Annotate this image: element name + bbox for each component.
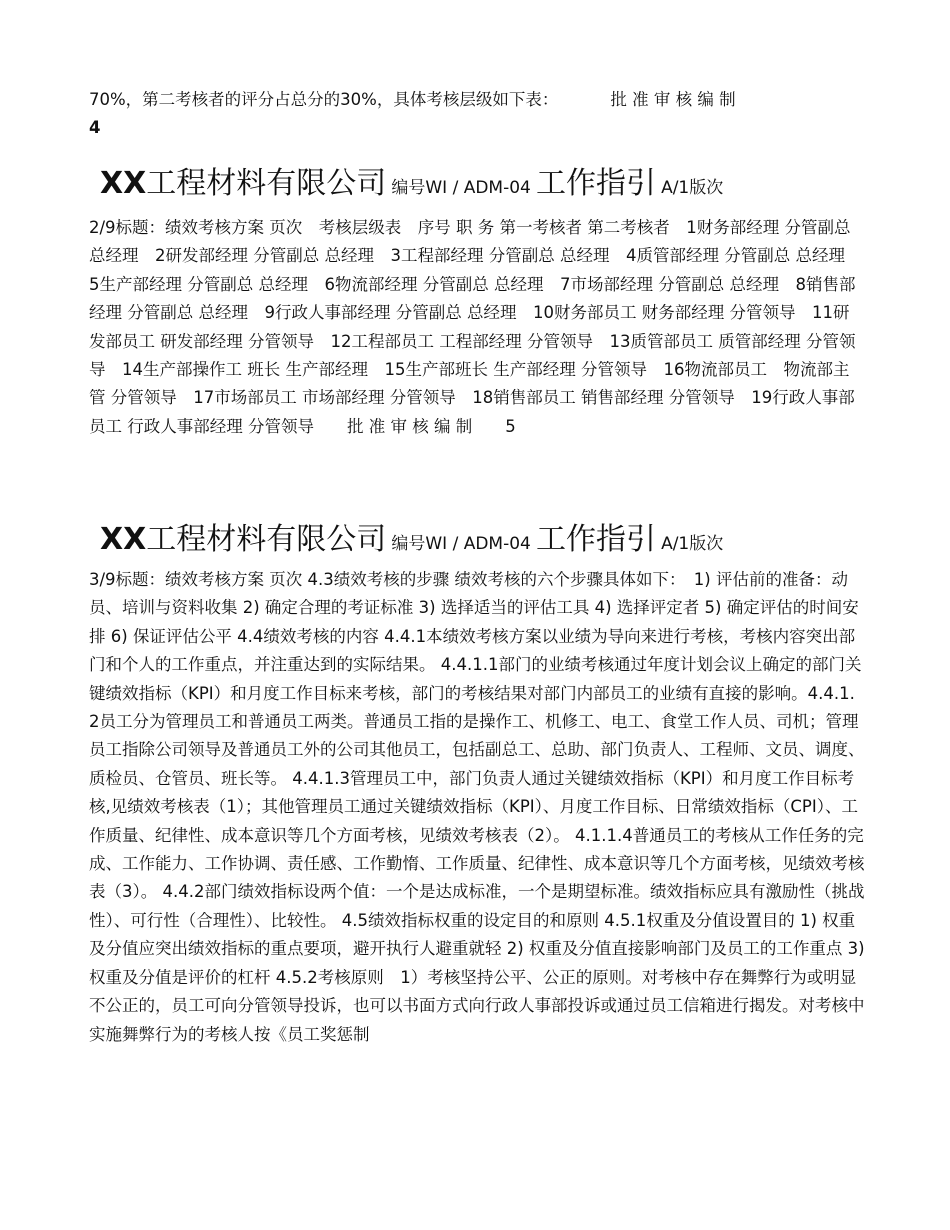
company-name: XX工程材料有限公司 (100, 522, 387, 557)
intro-text: 70%，第二考核者的评分占总分的30%，具体考核层级如下表： (89, 90, 559, 109)
doc-code: 编号WI / ADM-04 (391, 534, 531, 554)
page-header-2 (100, 164, 870, 208)
doc-title: 工作指引 (535, 522, 656, 557)
intro-paragraph (89, 86, 865, 143)
section-3-body: 3/9标题：绩效考核方案 页次 4.3绩效考核的步骤 绩效考核的六个步骤具体如下： 1) 评估前的准备：动员、培训与资料收集 2) 确定合理的考证标准 3) 选择适当的评估工具 4) 选择评定者 5) 确定评估的时间安排 6) 保证评估公平 4.4绩效考核的内容 4.4.1本绩效考核方案以业绩为导向来进行考核，考核内容突出部门和个人的工作重点，并注重达到的实际结果。 4.4.1.1部门的业绩考核通过年度计划会议上确定的部门关键绩效指标（KPI）和月度工作目标来考核，部门的考核结果对部门内部员工的业绩有直接的影响。4.4.1.2员工分为管理员工和普通员工两类。普通员工指的是操作工、机修工、电工、食堂工作人员、司机；管理员工指除公司领导及普通员工外的公司其他员工，包括副总工、总助、部门负责人、工程师、文员、调度、质检员、仓管员、班长等。 4.4.1.3管理员工中，部门负责人通过关键绩效指标（KPI）和月度工作目标考核,见绩效考核表（1）；其他管理员工通过关键绩效指标（KPI）、月度工作目标、日常绩效指标（CPI）、工作质量、纪律性、成本意识等几个方面考核，见绩效考核表（2）。 4.1.1.4普通员工的考核从工作任务的完成、工作能力、工作协调、责任感、工作勤惰、工作质量、纪律性、成本意识等几个方面考核，见绩效考核表（3）。 4.4.2部门绩效指标设两个值：一个是达成标准，一个是期望标准。绩效指标应具有激励性（挑战性）、可行性（合理性）、比较性。 4.5绩效指标权重的设定目的和原则 4.5.1权重及分值设置目的 1) 权重及分值应突出绩效指标的重点要项，避开执行人避重就轻 2) 权重及分值直接影响部门及员工的工作重点 3) 权重及分值是评价的杠杆 4.5.2考核原则 1）考核坚持公平、公正的原则。对考核中存在舞弊行为或明显不公正的，员工可向分管领导投诉，也可以书面方式向行政人事部投诉或通过员工信箱进行揭发。对考核中实施舞弊行为的考核人按《员工奖惩制 (89, 570, 865, 1044)
section-2-body: 2/9标题：绩效考核方案 页次 考核层级表 序号 职 务 第一考核者 第二考核者 1财务部经理 分管副总 总经理 2研发部经理 分管副总 总经理 3工程部经理 分管副总 总经理 4质管部经理 分管副总 总经理 5生产部经理 分管副总 总经理 6物流部经理 分管副总 总经理 7市场部经理 分管副总 总经理 8销售部经理 分管副总 总经理 9行政人事部经理 分管副总 总经理 10财务部员工 财务部经理 分管领导 11研发部员工 研发部经理 分管领导 12工程部员工 工程部经理 分管领导 13质管部员工 质管部经理 分管领导 14生产部操作工 班长 生产部经理 15生产部班长 生产部经理 分管领导 16物流部员工 物流部主管 分管领导 17市场部员工 市场部经理 分管领导 18销售部员工 销售部经理 分管领导 19行政人事部员工 行政人事部经理 分管领导 批 准 审 核 编 制 5 (89, 218, 862, 436)
signoff-text: 批 准 审 核 编 制 (610, 90, 736, 109)
doc-title: 工作指引 (535, 166, 656, 201)
page-number: 4 (89, 118, 101, 138)
doc-code: 编号WI / ADM-04 (391, 178, 531, 198)
doc-version: A/1版次 (661, 178, 724, 198)
page-header-3 (100, 520, 870, 564)
company-name: XX工程材料有限公司 (100, 166, 387, 201)
doc-version: A/1版次 (661, 534, 724, 554)
